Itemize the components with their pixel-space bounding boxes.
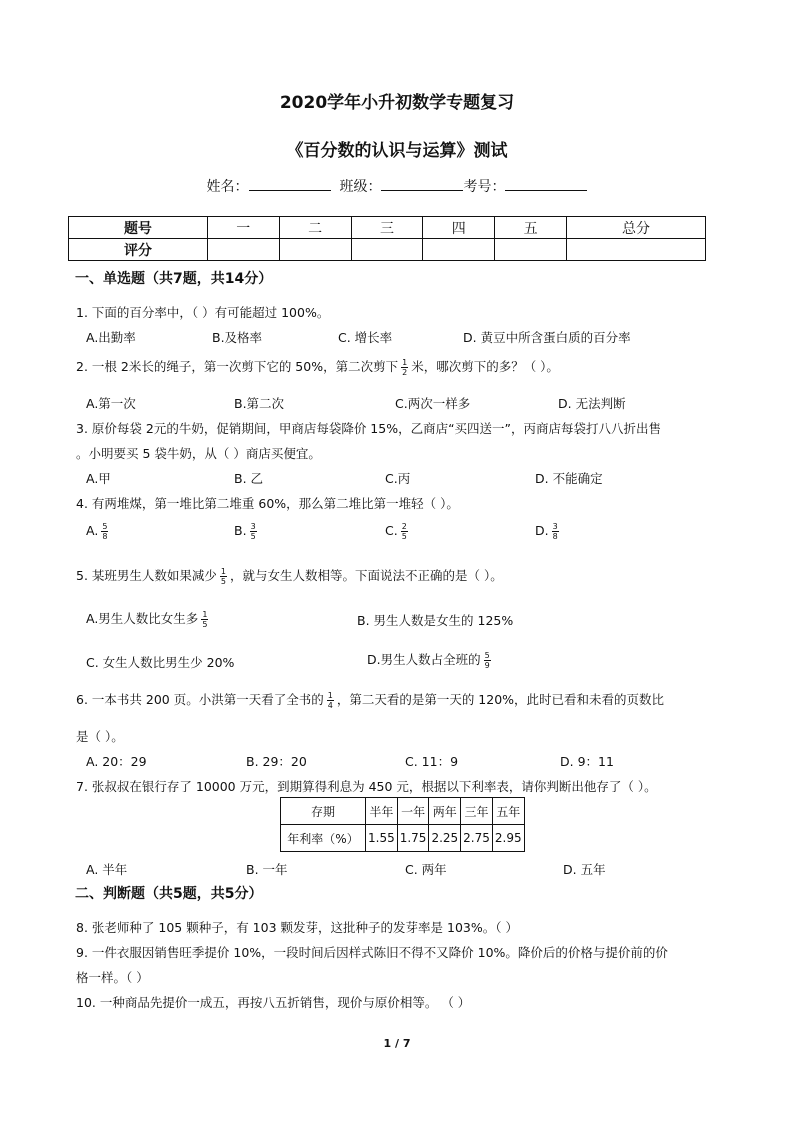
fraction-denominator: 2 — [402, 368, 408, 377]
q2-fraction — [401, 358, 408, 377]
question-6-text — [76, 690, 664, 710]
q1-option-d: D. 黄豆中所含蛋白质的百分率 — [463, 330, 631, 345]
fraction-numerator: 5 — [102, 522, 108, 531]
fraction-numerator: 2 — [401, 522, 407, 531]
q3-option-d: D. 不能确定 — [535, 471, 603, 486]
name-blank — [249, 176, 331, 191]
score-cell: 二 — [279, 217, 351, 239]
option-label: D. — [535, 523, 549, 538]
question-8-text: 8. 张老师种了 105 颗种子，有 103 颗发芽，这批种子的发芽率是 103%。（ ） — [76, 920, 518, 935]
q5-text-part2: ，就与女生人数相等。下面说法不正确的是（ ）。 — [230, 568, 503, 583]
q6-text-part2: ，第二天看的是第一天的 120%，此时已看和未看的页数比 — [336, 692, 665, 707]
option-fraction — [484, 651, 491, 670]
option-label: B. — [234, 523, 247, 538]
question-3-line1: 3. 原价每袋 2元的牛奶，促销期间，甲商店每袋降价 15%，乙商店“买四送一”，丙商店每袋打八八折出售 — [76, 421, 662, 436]
q5-option-a — [86, 609, 211, 629]
score-input-cell — [423, 239, 495, 261]
q6-option-d: D. 9：11 — [560, 754, 614, 769]
option-fraction — [250, 522, 257, 541]
rate-cell: 2.25 — [429, 825, 461, 852]
question-7-text: 7. 张叔叔在银行存了 10000 万元，到期算得利息为 450 元，根据以下利率表，请你判断出他存了（ ）。 — [76, 779, 657, 794]
q2-option-b: B.第二次 — [234, 396, 285, 411]
class-blank — [381, 176, 463, 191]
fraction-numerator: 3 — [250, 522, 256, 531]
fraction-numerator: 5 — [484, 651, 490, 660]
q2-option-d: D. 无法判断 — [558, 396, 626, 411]
q3-option-a: A.甲 — [86, 471, 111, 486]
student-info-line — [0, 176, 794, 196]
rate-cell: 三年 — [461, 798, 493, 825]
rate-cell: 1.75 — [397, 825, 429, 852]
rate-cell: 五年 — [492, 798, 524, 825]
exam-number-blank — [505, 176, 587, 191]
question-1-text: 1. 下面的百分率中，（ ）有可能超过 100%。 — [76, 305, 330, 320]
question-4-text: 4. 有两堆煤，第一堆比第二堆重 60%，那么第二堆比第一堆轻（ ）。 — [76, 496, 459, 511]
question-3-line2: 。小明要买 5 袋牛奶，从（ ）商店买便宜。 — [76, 446, 321, 461]
exam-number-label: 考号： — [463, 179, 506, 195]
q5-text-part1: 5. 某班男生人数如果减少 — [76, 568, 217, 583]
option-fraction — [401, 522, 408, 541]
q6-option-a: A. 20：29 — [86, 754, 147, 769]
score-input-cell — [495, 239, 567, 261]
q2-text-part1: 2. 一根 2米长的绳子，第一次剪下它的 50%，第二次剪下 — [76, 359, 399, 374]
exam-title: 2020学年小升初数学专题复习 — [279, 93, 515, 113]
name-label: 姓名： — [206, 179, 249, 195]
rate-table-value-row — [281, 825, 525, 852]
rate-cell: 2.95 — [492, 825, 524, 852]
exam-subtitle: 《百分数的认识与运算》测试 — [286, 141, 508, 161]
q5-fraction — [220, 567, 227, 586]
q4-option-a — [86, 522, 111, 541]
option-fraction — [201, 610, 208, 629]
option-fraction — [552, 522, 559, 541]
fraction-numerator: 1 — [327, 691, 333, 700]
q2-text-part2: 米，哪次剪下的多？（ ）。 — [411, 359, 559, 374]
score-table-header-row — [69, 217, 706, 239]
q1-option-a: A.出勤率 — [86, 330, 136, 345]
score-row-label: 评分 — [69, 239, 208, 261]
q7-option-a: A. 半年 — [86, 862, 128, 877]
fraction-denominator: 8 — [102, 532, 108, 541]
q5-option-b: B. 男生人数是女生的 125% — [357, 613, 514, 628]
section-2-title: 二、判断题（共5题，共5分） — [75, 886, 263, 902]
score-cell: 总分 — [567, 217, 706, 239]
fraction-denominator: 5 — [202, 620, 208, 629]
q5-option-c: C. 女生人数比男生少 20% — [86, 655, 235, 670]
rate-cell: 两年 — [429, 798, 461, 825]
section-1-title: 一、单选题（共7题，共14分） — [75, 271, 273, 287]
rate-table-header-row — [281, 798, 525, 825]
q6-fraction — [327, 691, 334, 710]
question-9-line2: 格一样。（ ） — [76, 970, 149, 985]
q6-text-part1: 6. 一本书共 200 页。小洪第一天看了全书的 — [76, 692, 324, 707]
q7-option-c: C. 两年 — [405, 862, 447, 877]
q6-option-c: C. 11：9 — [405, 754, 459, 769]
fraction-numerator: 1 — [220, 567, 226, 576]
score-cell: 一 — [207, 217, 279, 239]
option-text: A.男生人数比女生多 — [86, 611, 199, 626]
score-input-cell — [351, 239, 423, 261]
score-input-cell — [567, 239, 706, 261]
rate-cell: 一年 — [397, 798, 429, 825]
option-fraction — [101, 522, 108, 541]
fraction-denominator: 4 — [327, 701, 333, 710]
score-table — [68, 216, 706, 261]
q1-option-c: C. 增长率 — [338, 330, 393, 345]
q4-option-c — [385, 522, 411, 541]
rate-cell: 存期 — [281, 798, 366, 825]
fraction-denominator: 5 — [401, 532, 407, 541]
rate-cell: 2.75 — [461, 825, 493, 852]
q2-option-a: A.第一次 — [86, 396, 136, 411]
q1-option-b: B.及格率 — [212, 330, 263, 345]
option-label: C. — [385, 523, 398, 538]
question-9-line1: 9. 一件衣服因销售旺季提价 10%，一段时间后因样式陈旧不得不又降价 10%。降价后的价格与提价前的价 — [76, 945, 668, 960]
fraction-denominator: 9 — [484, 661, 490, 670]
fraction-denominator: 5 — [220, 577, 226, 586]
rate-cell: 年利率（%） — [281, 825, 366, 852]
page-number: 1 / 7 — [383, 1037, 411, 1050]
question-2-text — [76, 357, 559, 377]
fraction-numerator: 3 — [552, 522, 558, 531]
q3-option-b: B. 乙 — [234, 471, 264, 486]
score-table-score-row — [69, 239, 706, 261]
question-10-text: 10. 一种商品先提价一成五，再按八五折销售，现价与原价相等。 （ ） — [76, 995, 471, 1010]
q5-option-d — [367, 650, 494, 670]
fraction-denominator: 8 — [552, 532, 558, 541]
score-input-cell — [207, 239, 279, 261]
q4-option-d — [535, 522, 562, 541]
rate-cell: 半年 — [366, 798, 398, 825]
fraction-denominator: 5 — [250, 532, 256, 541]
score-cell: 题号 — [69, 217, 208, 239]
q4-option-b — [234, 522, 260, 541]
interest-rate-table — [280, 797, 525, 852]
q7-option-d: D. 五年 — [563, 862, 606, 877]
question-5-text — [76, 566, 503, 586]
class-label: 班级： — [339, 179, 382, 195]
option-text: D.男生人数占全班的 — [367, 652, 481, 667]
q3-option-c: C.丙 — [385, 471, 411, 486]
option-label: A. — [86, 523, 99, 538]
score-cell: 五 — [495, 217, 567, 239]
q6-option-b: B. 29：20 — [246, 754, 307, 769]
score-cell: 四 — [423, 217, 495, 239]
score-input-cell — [279, 239, 351, 261]
fraction-numerator: 1 — [402, 358, 408, 367]
score-cell: 三 — [351, 217, 423, 239]
fraction-numerator: 1 — [202, 610, 208, 619]
question-6-line2: 是（ ）。 — [76, 729, 124, 744]
q7-option-b: B. 一年 — [246, 862, 288, 877]
rate-cell: 1.55 — [366, 825, 398, 852]
q2-option-c: C.两次一样多 — [395, 396, 471, 411]
